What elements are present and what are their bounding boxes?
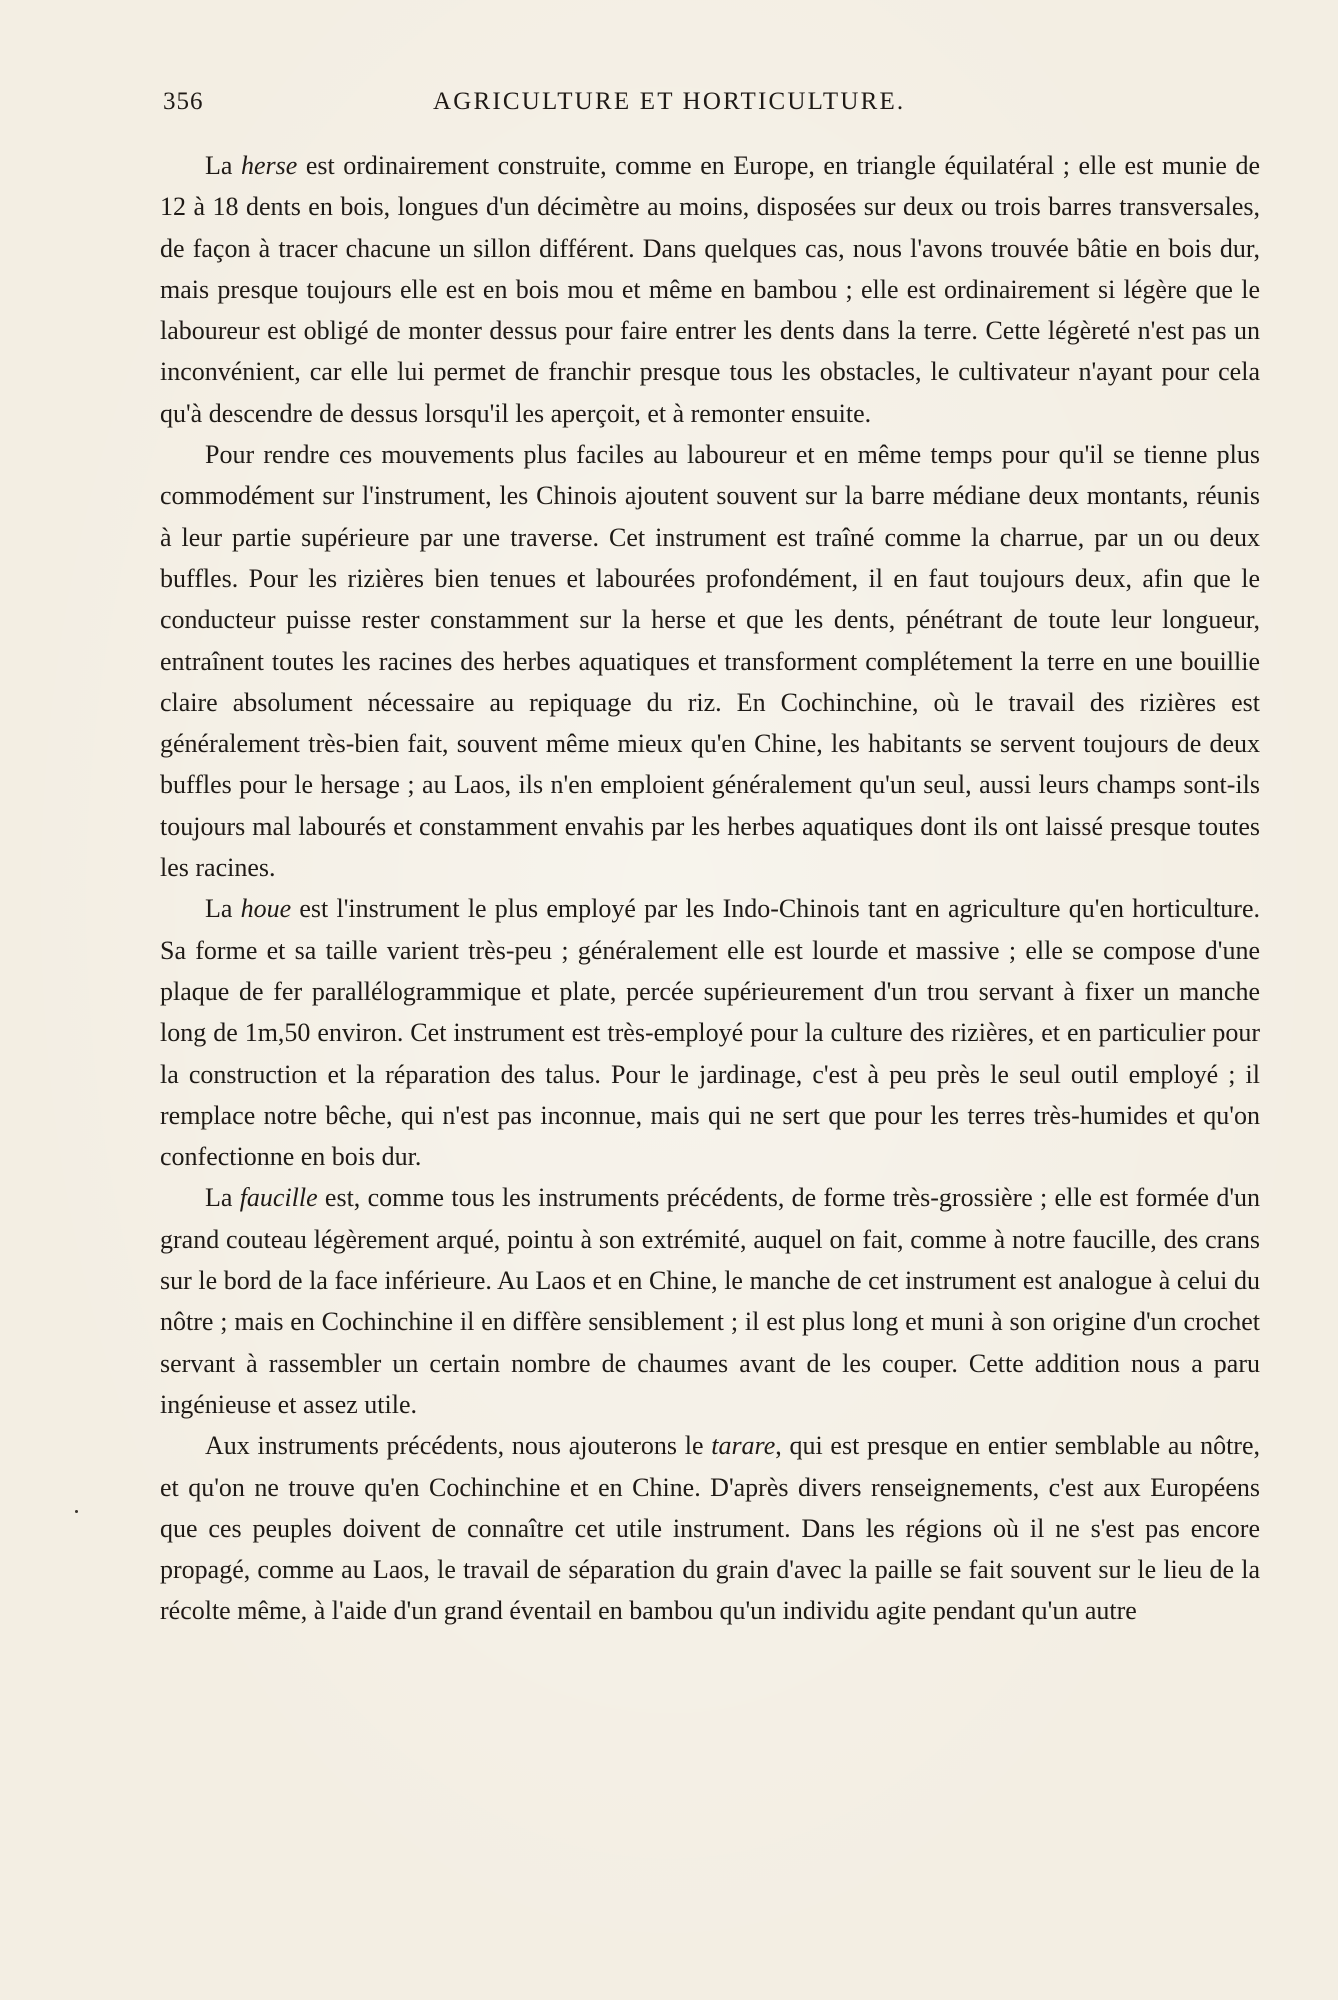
paragraph-text: est, comme tous les instruments précédents, de forme très-grossière ; elle est formée d'un grand couteau légèrement arqué, pointu à son extrémité, auquel on fait, comme à notre faucille, des crans sur le bord de la face inférieure. Au Laos et en Chine, le manche de cet instrument est analogue à celui du nôtre ; mais en Cochinchine il en diffère sensiblement ; il est plus long et muni à son origine d'un crochet servant à rassembler un certain nombre de chaumes avant de les couper. Cette addition nous a paru ingénieuse et assez utile. xyxy=(160,1183,1261,1419)
paragraph-text: La xyxy=(205,151,241,180)
paragraph-herse xyxy=(160,145,1260,434)
page-header xyxy=(163,88,1258,128)
term-tarare: tarare xyxy=(711,1431,776,1461)
paragraph-text: , qui est presque en entier semblable au nôtre, et qu'on ne trouve qu'en Cochinchine et en Chine. D'après divers renseignements, c'est aux Européens que ces peuples doivent de connaître cet utile instrument. Dans les régions où il ne s'est pas encore propagé, comme au Laos, le travail de séparation du grain d'avec la paille se fait souvent sur le lieu de la récolte même, à l'aide d'un grand éventail en bambou qu'un individu agite pendant qu'un autre xyxy=(160,1431,1261,1626)
paragraph-text: est l'instrument le plus employé par les Indo-Chinois tant en agriculture qu'en horticulture. Sa forme et sa taille varient très-peu ; généralement elle est lourde et massive ; elle se compose d'une plaque de fer parallélogrammique et plate, percée supérieurement d'un trou servant à fixer un manche long de 1m,50 environ. Cet instrument est très-employé pour la culture des rizières, et en particulier pour la construction et la réparation des talus. Pour le jardinage, c'est à peu près le seul outil employé ; il remplace notre bêche, qui n'est pas inconnue, mais qui ne sert que pour les terres très-humides et qu'on confectionne en bois dur. xyxy=(160,894,1261,1172)
paragraph-text: La xyxy=(205,894,241,924)
running-head: AGRICULTURE ET HORTICULTURE. xyxy=(433,88,906,115)
paragraph-tarare xyxy=(160,1425,1260,1631)
page-number: 356 xyxy=(163,88,204,115)
term-houe: houe xyxy=(240,894,292,924)
paragraph-text: Pour rendre ces mouvements plus faciles au laboureur et en même temps pour qu'il se tienne plus commodément sur l'instrument, les Chinois ajoutent souvent sur la barre médiane deux montants, réunis à leur partie supérieure par une traverse. Cet instrument est traîné comme la charrue, par un ou deux buffles. Pour les rizières bien tenues et labourées profondément, il en faut toujours deux, afin que le conducteur puisse rester constamment sur la herse et que les dents, pénétrant de toute leur longueur, entraînent toutes les racines des herbes aquatiques et transforment complétement la terre en une bouillie claire absolument nécessaire au repiquage du riz. En Cochinchine, où le travail des rizières est généralement très-bien fait, souvent même mieux qu'en Chine, les habitants se servent toujours de deux buffles pour le hersage ; au Laos, ils n'en emploient généralement qu'un seul, aussi leurs champs sont-ils toujours mal labourés et constamment envahis par les herbes aquatiques dont ils ont laissé presque toutes les racines. xyxy=(160,440,1260,883)
paragraph-faucille xyxy=(160,1177,1260,1425)
paper-speck xyxy=(75,1510,78,1513)
paragraph-text: Aux instruments précédents, nous ajouterons le xyxy=(205,1431,712,1461)
body-text xyxy=(160,145,1260,1632)
paragraph-text: La xyxy=(205,1183,240,1213)
term-herse: herse xyxy=(240,151,298,180)
paragraph-text: est ordinairement construite, comme en Europe, en triangle équilatéral ; elle est munie de 12 à 18 dents en bois, longues d'un décimètre au moins, disposées sur deux ou trois barres transversales, de façon à tracer chacune un sillon différent. Dans quelques cas, nous l'avons trouvée bâtie en bois dur, mais presque toujours elle est en bois mou et même en bambou ; elle est ordinairement si légère que le laboureur est obligé de monter dessus pour faire entrer les dents dans la terre. Cette légèreté n'est pas un inconvénient, car elle lui permet de franchir presque tous les obstacles, le cultivateur n'ayant pour cela qu'à descendre de dessus lorsqu'il les aperçoit, et à remonter ensuite. xyxy=(160,151,1261,428)
paragraph-houe xyxy=(160,888,1260,1177)
paragraph-mouvements xyxy=(160,434,1260,888)
term-faucille: faucille xyxy=(239,1183,318,1213)
